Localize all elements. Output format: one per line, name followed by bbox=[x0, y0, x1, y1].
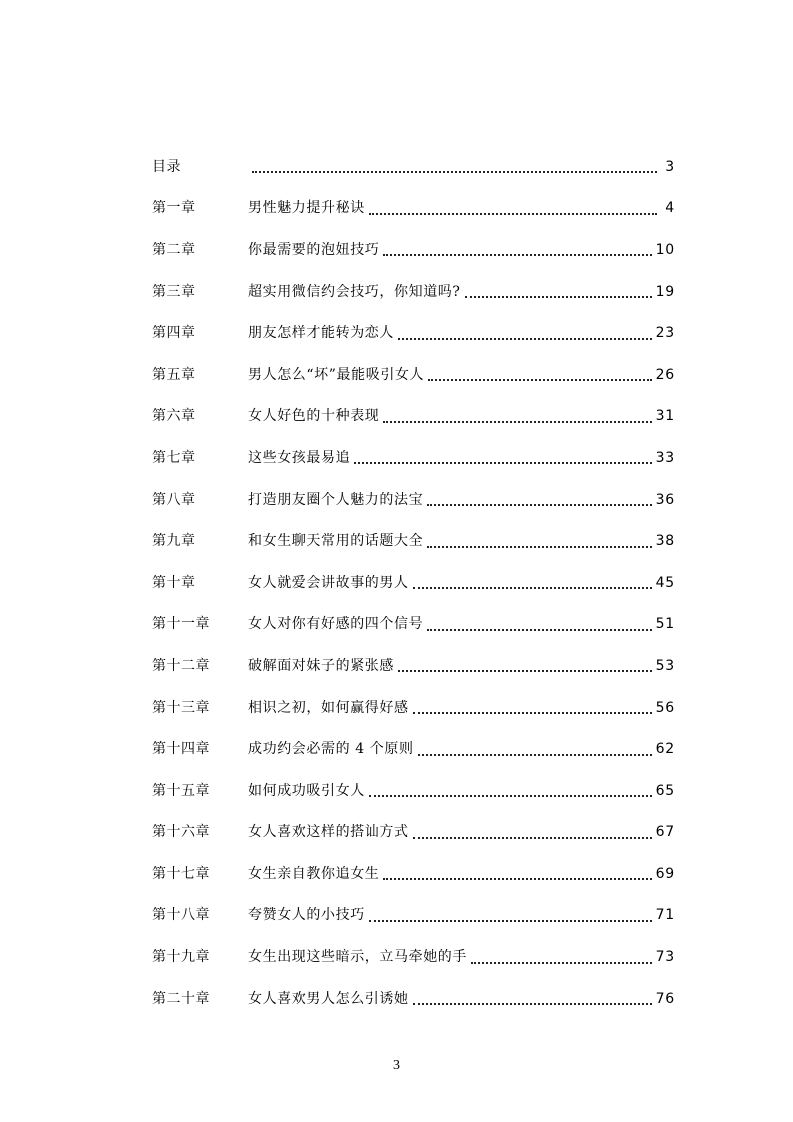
toc-entry-page-number: 76 bbox=[655, 990, 675, 1007]
toc-entry-title: 朋友怎样才能转为恋人 bbox=[248, 325, 394, 342]
dot-leader bbox=[369, 794, 652, 797]
dot-leader bbox=[413, 711, 652, 714]
dot-leader bbox=[413, 586, 652, 589]
toc-entry-page-number: 4 bbox=[665, 200, 675, 217]
dot-leader bbox=[428, 378, 651, 381]
toc-entry[interactable] bbox=[152, 645, 675, 687]
toc-entry-page-number: 62 bbox=[655, 741, 675, 758]
toc-entry-page-number: 26 bbox=[655, 366, 675, 383]
toc-entry-page-number: 67 bbox=[655, 824, 675, 841]
toc-entry[interactable] bbox=[152, 354, 675, 396]
dot-leader bbox=[383, 420, 651, 423]
toc-entry-title: 女人喜欢这样的搭讪方式 bbox=[248, 824, 409, 841]
toc-entry-label: 第八章 bbox=[152, 491, 196, 508]
toc-entry-title: 如何成功吸引女人 bbox=[248, 782, 365, 799]
toc-entry-title: 打造朋友圈个人魅力的法宝 bbox=[248, 491, 424, 508]
dot-leader bbox=[354, 461, 651, 464]
toc-entry-title: 相识之初，如何赢得好感 bbox=[248, 699, 409, 716]
toc-entry-label: 第十二章 bbox=[152, 657, 210, 674]
toc-entry-page-number: 71 bbox=[655, 907, 675, 924]
toc-entry-title: 夸赞女人的小技巧 bbox=[248, 907, 365, 924]
dot-leader bbox=[369, 212, 657, 215]
dot-leader bbox=[383, 877, 651, 880]
toc-entry-label: 第十七章 bbox=[152, 865, 210, 882]
toc-entry-title: 你最需要的泡妞技巧 bbox=[248, 241, 380, 258]
toc-entry-page-number: 45 bbox=[655, 574, 675, 591]
dot-leader bbox=[398, 669, 652, 672]
toc-entry-page-number: 73 bbox=[655, 949, 675, 966]
dot-leader bbox=[427, 545, 651, 548]
toc-entry[interactable] bbox=[152, 812, 675, 854]
toc-entry-page-number: 10 bbox=[655, 241, 675, 258]
toc-entry-label: 第六章 bbox=[152, 408, 196, 425]
toc-entry[interactable] bbox=[152, 271, 675, 313]
toc-entry-page-number: 36 bbox=[655, 491, 675, 508]
toc-entry-label: 第十六章 bbox=[152, 824, 210, 841]
toc-entry-page-number: 53 bbox=[655, 657, 675, 674]
toc-entry-label: 第十八章 bbox=[152, 907, 210, 924]
toc-entry-title: 破解面对妹子的紧张感 bbox=[248, 657, 394, 674]
toc-entry-title: 女人对你有好感的四个信号 bbox=[248, 616, 424, 633]
toc-entry[interactable] bbox=[152, 604, 675, 646]
toc-entry[interactable] bbox=[152, 687, 675, 729]
toc-entry-page-number: 65 bbox=[655, 782, 675, 799]
toc-entry-title: 这些女孩最易追 bbox=[248, 449, 351, 466]
toc-entry-page-number: 56 bbox=[655, 699, 675, 716]
toc-entry-label: 第二章 bbox=[152, 241, 196, 258]
dot-leader bbox=[383, 253, 651, 256]
dot-leader bbox=[427, 628, 651, 631]
toc-entry-label: 第三章 bbox=[152, 283, 196, 300]
toc-entry-title: 成功约会必需的 4 个原则 bbox=[248, 741, 414, 758]
toc-entry-label: 第十三章 bbox=[152, 699, 210, 716]
toc-entry-label: 第十章 bbox=[152, 574, 196, 591]
toc-entry-label: 第一章 bbox=[152, 200, 196, 217]
toc-entry-page-number: 23 bbox=[655, 325, 675, 342]
toc-entry-title: 女人喜欢男人怎么引诱她 bbox=[248, 990, 409, 1007]
toc-entry-page-number: 69 bbox=[655, 865, 675, 882]
dot-leader bbox=[413, 1002, 652, 1005]
toc-entry-title: 女人就爱会讲故事的男人 bbox=[248, 574, 409, 591]
dot-leader bbox=[413, 836, 652, 839]
toc-entry-title: 男性魅力提升秘诀 bbox=[248, 200, 365, 217]
dot-leader bbox=[369, 919, 652, 922]
toc-entry-title: 女生亲自教你追女生 bbox=[248, 865, 380, 882]
toc-entry-label: 第七章 bbox=[152, 449, 196, 466]
toc-entry-title: 男人怎么“坏”最能吸引女人 bbox=[248, 366, 425, 383]
dot-leader bbox=[427, 503, 651, 506]
toc-entry[interactable] bbox=[152, 312, 675, 354]
dot-leader bbox=[418, 753, 652, 756]
toc-entry-label: 第五章 bbox=[152, 366, 196, 383]
toc-entry[interactable] bbox=[152, 188, 675, 230]
dot-leader bbox=[398, 337, 652, 340]
toc-entry[interactable] bbox=[152, 437, 675, 479]
dot-leader bbox=[471, 961, 652, 964]
toc-entry[interactable] bbox=[152, 146, 675, 188]
toc-entry-label: 第十五章 bbox=[152, 782, 210, 799]
toc-entry[interactable] bbox=[152, 520, 675, 562]
toc-entry[interactable] bbox=[152, 229, 675, 271]
toc-entry-title: 女生出现这些暗示，立马牵她的手 bbox=[248, 949, 467, 966]
toc-entry-label: 第十九章 bbox=[152, 949, 210, 966]
dot-leader bbox=[465, 295, 652, 298]
toc-entry-label: 第四章 bbox=[152, 325, 196, 342]
toc-entry-page-number: 33 bbox=[655, 449, 675, 466]
toc-entry[interactable] bbox=[152, 978, 675, 1020]
toc-entry[interactable] bbox=[152, 728, 675, 770]
toc-entry[interactable] bbox=[152, 396, 675, 438]
toc-entry[interactable] bbox=[152, 936, 675, 978]
toc-entry-title: 女人好色的十种表现 bbox=[248, 408, 380, 425]
table-of-contents bbox=[152, 146, 675, 1019]
toc-entry[interactable] bbox=[152, 770, 675, 812]
toc-entry-label: 第十四章 bbox=[152, 741, 210, 758]
toc-entry-page-number: 31 bbox=[655, 408, 675, 425]
toc-entry-title: 超实用微信约会技巧，你知道吗? bbox=[248, 283, 461, 300]
toc-entry-page-number: 19 bbox=[655, 283, 675, 300]
toc-entry-page-number: 38 bbox=[655, 533, 675, 550]
toc-entry-page-number: 51 bbox=[655, 616, 675, 633]
toc-entry[interactable] bbox=[152, 562, 675, 604]
toc-entry-label: 第二十章 bbox=[152, 990, 210, 1007]
toc-entry[interactable] bbox=[152, 853, 675, 895]
page-number: 3 bbox=[393, 1058, 400, 1073]
toc-entry-title: 和女生聊天常用的话题大全 bbox=[248, 533, 424, 550]
toc-entry[interactable] bbox=[152, 479, 675, 521]
toc-entry-label: 第十一章 bbox=[152, 616, 210, 633]
toc-entry-label: 目录 bbox=[152, 158, 181, 175]
toc-entry-label: 第九章 bbox=[152, 533, 196, 550]
dot-leader bbox=[252, 170, 657, 173]
toc-entry-page-number: 3 bbox=[665, 158, 675, 175]
toc-entry[interactable] bbox=[152, 895, 675, 937]
